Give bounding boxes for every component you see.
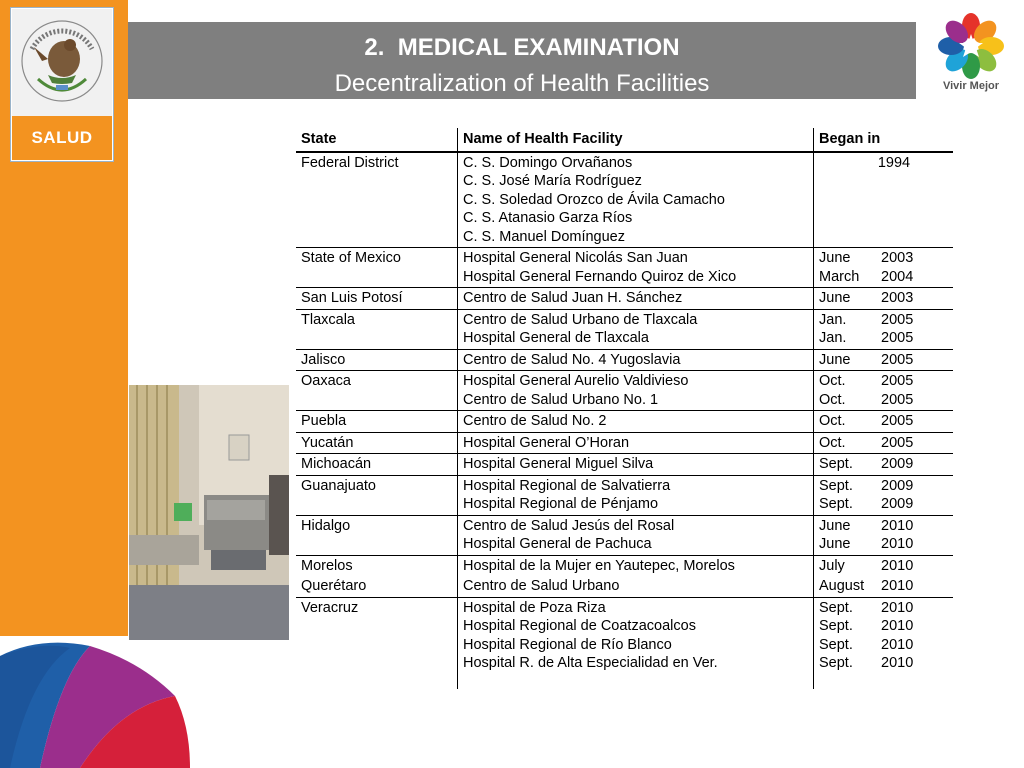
facility-name: Hospital General Miguel Silva: [463, 456, 654, 472]
table-row: [296, 411, 953, 433]
began-date: [819, 517, 949, 536]
began-year: 2009: [881, 456, 914, 472]
facility-name: Hospital de Poza Riza: [463, 599, 606, 616]
began-year: 2005: [881, 373, 914, 389]
began-cell: [814, 152, 954, 248]
state-cell: Michoacán: [296, 454, 458, 476]
began-year: 2010: [881, 655, 914, 671]
began-date: [819, 636, 949, 655]
began-month: Sept.: [819, 456, 853, 472]
state-cell: Hidalgo: [296, 515, 458, 555]
began-year: 2003: [881, 250, 914, 266]
began-month: Jan.: [819, 330, 847, 346]
began-month: June: [819, 250, 851, 266]
began-date: [819, 599, 949, 618]
facility-cell: [458, 454, 814, 476]
facility-name: Hospital de la Mujer en Yautepec, Morelos: [463, 557, 735, 574]
salud-label: SALUD: [12, 116, 112, 160]
began-month: Sept.: [819, 618, 853, 634]
facility-name: Hospital General de Tlaxcala: [463, 330, 649, 346]
began-year: 2009: [881, 496, 914, 512]
began-year: 2010: [881, 599, 914, 616]
began-year: 2010: [881, 536, 914, 552]
facility-name: Hospital Regional de Río Blanco: [463, 636, 672, 653]
began-cell: [814, 454, 954, 476]
began-cell: [814, 411, 954, 433]
vivir-mejor-flower-icon: [935, 12, 1007, 80]
began-year: 2005: [881, 413, 914, 429]
table-row: [296, 475, 953, 515]
state-cell: Jalisco: [296, 349, 458, 371]
began-date: [819, 249, 949, 268]
page-title: [128, 34, 916, 62]
began-month: Oct.: [819, 434, 846, 451]
began-cell: [814, 288, 954, 310]
began-date: [819, 617, 949, 636]
began-month: Oct.: [819, 373, 846, 389]
began-cell: [814, 371, 954, 411]
vivir-mejor-label: Vivir Mejor: [942, 80, 1000, 92]
began-date: [819, 351, 949, 370]
table-row: [296, 371, 953, 411]
facility-name: Hospital General Aurelio Valdivieso: [463, 373, 689, 389]
began-year: 2010: [881, 517, 914, 534]
facility-name: C. S. Soledad Orozco de Ávila Camacho: [463, 191, 725, 208]
salud-logo: [10, 7, 114, 162]
began-date: [819, 329, 949, 348]
table-header-row: [296, 128, 953, 152]
facility-name: C. S. Domingo Orvañanos: [463, 154, 633, 171]
decorative-swoosh-icon: [0, 636, 200, 768]
began-month: Sept.: [819, 655, 853, 671]
began-date: [819, 154, 949, 173]
facility-cell: [458, 555, 814, 576]
began-year: 2005: [881, 351, 914, 368]
began-cell: [814, 248, 954, 288]
began-month: Sept.: [819, 496, 853, 512]
table-row: [296, 152, 953, 248]
table-row: [296, 576, 953, 597]
began-year: 2010: [881, 636, 914, 653]
began-date: [819, 372, 949, 391]
facility-name: Hospital Regional de Salvatierra: [463, 477, 671, 494]
began-date: [819, 477, 949, 496]
facility-name: Hospital General O’Horan: [463, 434, 630, 451]
header-began: Began in: [819, 131, 881, 147]
title-text: MEDICAL EXAMINATION: [397, 34, 680, 61]
began-date: [819, 455, 949, 474]
began-date: [819, 577, 949, 596]
state-cell: Querétaro: [296, 576, 458, 597]
began-date: [819, 412, 949, 431]
facility-name: Hospital General Nicolás San Juan: [463, 250, 688, 266]
began-year: 2005: [881, 330, 914, 346]
table-row: [296, 432, 953, 454]
began-year: 2003: [881, 290, 914, 306]
facility-name: Centro de Salud Urbano de Tlaxcala: [463, 311, 698, 328]
facility-name: Hospital General de Pachuca: [463, 536, 652, 552]
facility-cell: [458, 349, 814, 371]
facility-name: C. S. Atanasio Garza Ríos: [463, 210, 633, 226]
facility-name: Hospital General Fernando Quiroz de Xico: [463, 268, 737, 285]
began-month: Oct.: [819, 391, 846, 408]
facility-cell: [458, 248, 814, 288]
began-cell: [814, 432, 954, 454]
facility-name: Centro de Salud Jesús del Rosal: [463, 517, 675, 534]
began-year: 2004: [881, 268, 914, 285]
began-cell: [814, 576, 954, 597]
state-cell: Federal District: [296, 152, 458, 248]
state-cell: Tlaxcala: [296, 309, 458, 349]
began-cell: [814, 309, 954, 349]
state-cell: State of Mexico: [296, 248, 458, 288]
facility-cell: [458, 432, 814, 454]
began-date: [819, 391, 949, 410]
title-bar: [128, 22, 916, 99]
facility-name: Centro de Salud Urbano: [463, 578, 620, 594]
facility-cell: [458, 411, 814, 433]
table-row: [296, 454, 953, 476]
table-row: [296, 309, 953, 349]
title-number: 2.: [364, 34, 385, 61]
began-year: 2005: [881, 391, 914, 408]
health-facilities-table: [296, 128, 953, 689]
table-row: [296, 555, 953, 576]
began-month: June: [819, 517, 851, 534]
began-year: 2005: [881, 434, 914, 451]
began-month: August: [819, 578, 865, 594]
facility-cell: [458, 371, 814, 411]
began-date: [819, 654, 949, 673]
state-cell: Yucatán: [296, 432, 458, 454]
began-date: [819, 557, 949, 576]
hospital-room-photo: [129, 385, 289, 640]
facility-name: Centro de Salud No. 2: [463, 413, 607, 429]
began-month: July: [819, 557, 845, 574]
began-month: Jan.: [819, 311, 847, 328]
began-year: 1994: [877, 154, 911, 171]
began-cell: [814, 515, 954, 555]
state-cell: San Luis Potosí: [296, 288, 458, 310]
facility-name: Centro de Salud Urbano No. 1: [463, 391, 659, 408]
table-row: [296, 248, 953, 288]
began-cell: [814, 555, 954, 576]
facility-cell: [458, 576, 814, 597]
facility-name: C. S. Manuel Domínguez: [463, 228, 625, 245]
began-year: 2010: [881, 618, 914, 634]
header-facility: Name of Health Facility: [458, 128, 814, 152]
facility-cell: [458, 515, 814, 555]
state-cell: Oaxaca: [296, 371, 458, 411]
began-month: Sept.: [819, 599, 853, 616]
table-row: [296, 597, 953, 689]
table-row: [296, 515, 953, 555]
began-month: March: [819, 268, 860, 285]
facility-name: Hospital Regional de Coatzacoalcos: [463, 618, 696, 634]
facility-cell: [458, 597, 814, 689]
state-cell: Puebla: [296, 411, 458, 433]
table-row: [296, 288, 953, 310]
began-date: [819, 434, 949, 453]
state-cell: Veracruz: [296, 597, 458, 689]
began-year: 2005: [881, 311, 914, 328]
table-row: [296, 349, 953, 371]
began-month: Sept.: [819, 636, 853, 653]
facility-name: C. S. José María Rodríguez: [463, 173, 642, 189]
began-cell: [814, 597, 954, 689]
facility-cell: [458, 309, 814, 349]
began-date: [819, 311, 949, 330]
began-date: [819, 495, 949, 514]
facility-name: Centro de Salud Juan H. Sánchez: [463, 290, 683, 306]
facility-name: Centro de Salud No. 4 Yugoslavia: [463, 351, 681, 368]
began-year: 2010: [881, 557, 914, 574]
page-subtitle: Decentralization of Health Facilities: [334, 70, 710, 97]
facility-cell: [458, 475, 814, 515]
facility-cell: [458, 152, 814, 248]
began-date: [819, 268, 949, 287]
began-year: 2009: [881, 477, 914, 494]
state-cell: Guanajuato: [296, 475, 458, 515]
began-date: [819, 289, 949, 308]
state-cell: Morelos: [296, 555, 458, 576]
facility-name: Hospital R. de Alta Especialidad en Ver.: [463, 655, 718, 671]
began-date: [819, 535, 949, 554]
began-month: Sept.: [819, 477, 853, 494]
began-cell: [814, 475, 954, 515]
header-state: State: [296, 128, 458, 152]
facility-cell: [458, 288, 814, 310]
mexico-seal-icon: [12, 9, 112, 116]
began-month: June: [819, 351, 851, 368]
began-month: June: [819, 536, 851, 552]
facility-name: Hospital Regional de Pénjamo: [463, 496, 659, 512]
began-cell: [814, 349, 954, 371]
began-month: Oct.: [819, 413, 846, 429]
began-month: June: [819, 290, 851, 306]
began-year: 2010: [881, 578, 914, 594]
